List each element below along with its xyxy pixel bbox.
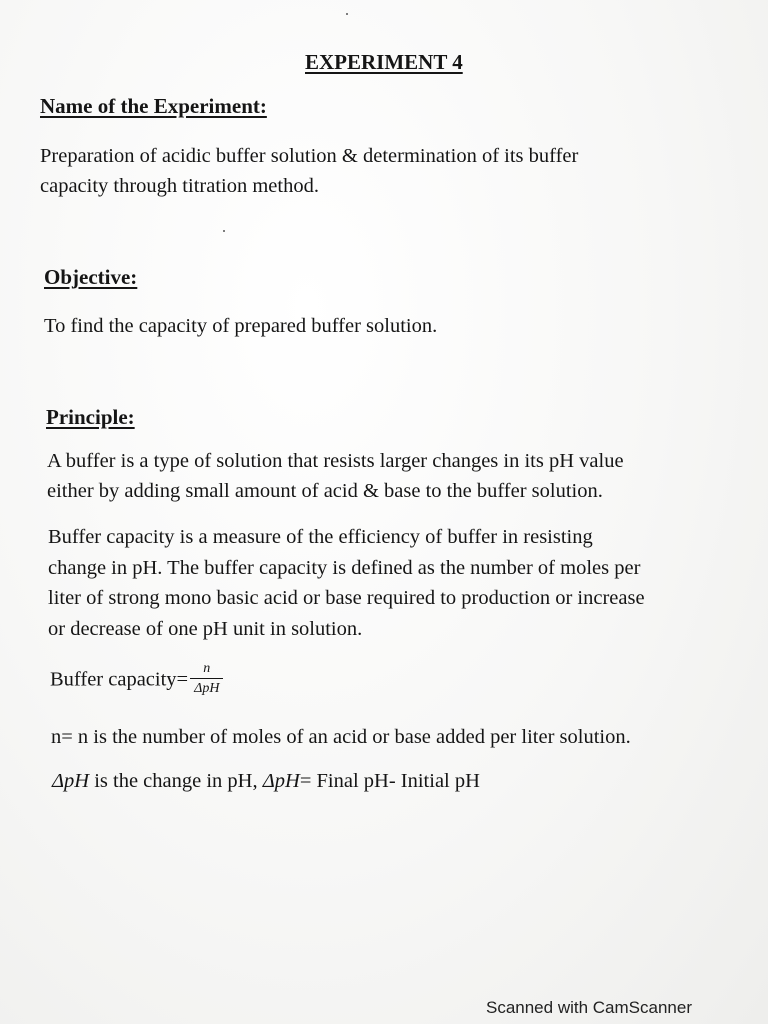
principle-para2-line1: Buffer capacity is a measure of the efficiency of buffer in resisting bbox=[48, 526, 593, 548]
objective-heading: Objective: bbox=[44, 265, 138, 289]
principle-heading: Principle: bbox=[46, 405, 135, 429]
name-line-2: capacity through titration method. bbox=[40, 175, 319, 197]
delta-ph-symbol-2: ΔpH bbox=[262, 770, 300, 792]
formula-line bbox=[50, 662, 223, 700]
name-line-1: Preparation of acidic buffer solution & determination of its buffer bbox=[40, 145, 579, 167]
page-title: EXPERIMENT 4 bbox=[305, 50, 463, 74]
principle-para2-line3: liter of strong mono basic acid or base required to production or increase bbox=[48, 587, 645, 609]
principle-para2-line4: or decrease of one pH unit in solution. bbox=[48, 618, 363, 640]
delta-ph-symbol: ΔpH bbox=[52, 770, 90, 792]
principle-para2-line2: change in pH. The buffer capacity is defined as the number of moles per bbox=[48, 557, 641, 579]
formula-fraction bbox=[190, 660, 223, 698]
delta-ph-definition bbox=[52, 766, 480, 796]
formula-label: Buffer capacity= bbox=[50, 668, 189, 691]
name-heading: Name of the Experiment: bbox=[40, 94, 267, 118]
principle-para1-line2: either by adding small amount of acid & base to the buffer solution. bbox=[47, 480, 603, 502]
n-definition: n= n is the number of moles of an acid or base added per liter solution. bbox=[51, 726, 631, 748]
principle-para1-line1: A buffer is a type of solution that resists larger changes in its pH value bbox=[47, 450, 624, 472]
formula-numerator: n bbox=[203, 661, 211, 676]
objective-text: To find the capacity of prepared buffer solution. bbox=[44, 315, 438, 337]
scan-speck bbox=[223, 230, 225, 232]
delta-ph-middle: is the change in pH, bbox=[89, 770, 263, 792]
formula-denominator: ΔpH bbox=[190, 678, 223, 698]
delta-ph-end: = Final pH- Initial pH bbox=[299, 770, 480, 792]
scan-speck bbox=[346, 13, 348, 15]
scanner-watermark: Scanned with CamScanner bbox=[485, 998, 692, 1017]
